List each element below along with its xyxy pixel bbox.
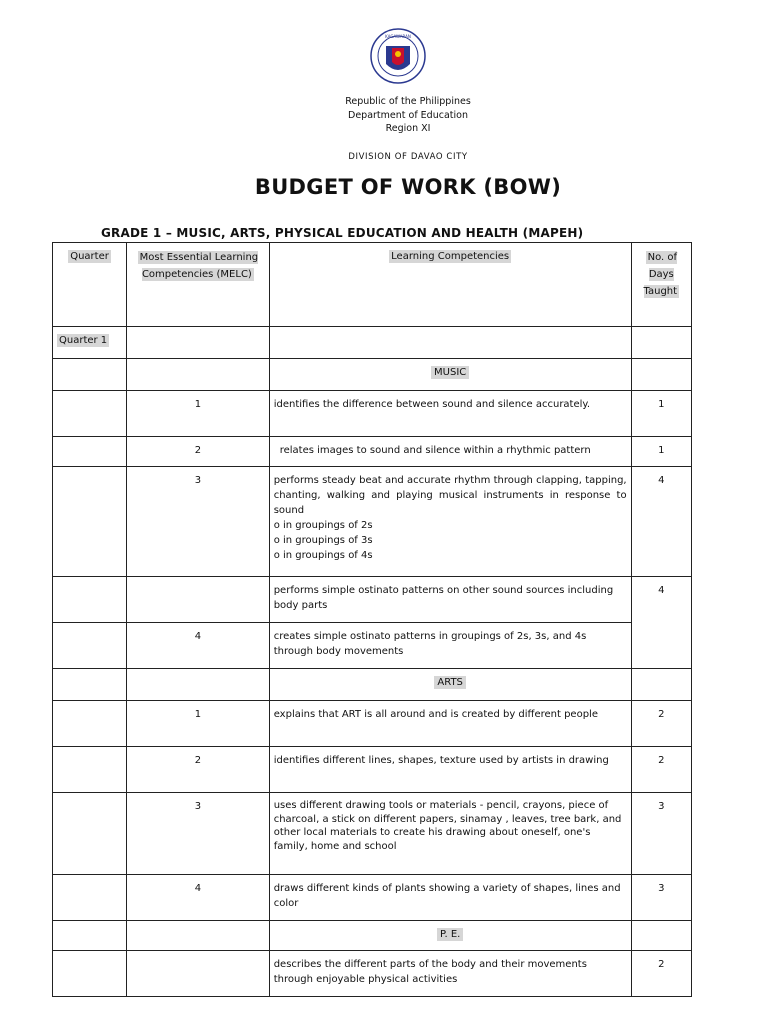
days-value: 2	[631, 951, 691, 997]
competency-text: identifies the difference between sound and silence accurately.	[269, 391, 631, 437]
section-label-pe: P. E.	[269, 921, 631, 951]
days-value: 1	[631, 437, 691, 467]
competency-text: identifies different lines, shapes, texture used by artists in drawing	[269, 747, 631, 793]
melc-number: 2	[127, 437, 270, 467]
melc-number	[127, 951, 270, 997]
competency-text: draws different kinds of plants showing a variety of shapes, lines and color	[269, 875, 631, 921]
list-item: o in groupings of 4s	[273, 550, 373, 561]
melc-number: 1	[127, 701, 270, 747]
table-row	[53, 391, 692, 437]
melc-number	[127, 577, 270, 623]
section-row-pe	[53, 921, 692, 951]
section-row-music	[53, 359, 692, 391]
days-value: 4	[631, 577, 691, 669]
list-item: o in groupings of 2s	[273, 520, 373, 531]
col-header-quarter: Quarter	[53, 243, 127, 327]
days-value: 3	[631, 793, 691, 875]
header-division: DIVISION OF DAVAO CITY	[348, 152, 468, 162]
table-row	[53, 747, 692, 793]
competency-text: describes the different parts of the body and their movements through enjoyable physical activities	[269, 951, 631, 997]
table-row	[53, 701, 692, 747]
table-row	[53, 951, 692, 997]
days-value: 2	[631, 747, 691, 793]
header-region: Region XI	[385, 123, 431, 134]
table-row	[53, 623, 692, 669]
list-item: o in groupings of 3s	[273, 535, 373, 546]
melc-number: 1	[127, 391, 270, 437]
budget-of-work-table	[52, 242, 692, 997]
col-header-days: No. of Days Taught	[631, 243, 691, 327]
competency-cell	[269, 467, 631, 577]
melc-number: 3	[127, 467, 270, 577]
melc-number: 2	[127, 747, 270, 793]
days-value: 4	[631, 467, 691, 577]
table-row	[53, 577, 692, 623]
competency-text: performs steady beat and accurate rhythm through clapping, tapping, chanting, walking and playing musical instruments in response to sound	[273, 475, 627, 516]
page-title: BUDGET OF WORK (BOW)	[254, 175, 562, 199]
days-value: 1	[631, 391, 691, 437]
deped-seal-icon	[370, 28, 426, 84]
svg-text:KAGAWARAN: KAGAWARAN	[385, 34, 411, 39]
quarter-row	[53, 327, 692, 359]
table-row	[53, 437, 692, 467]
competency-text: creates simple ostinato patterns in groupings of 2s, 3s, and 4s through body movements	[269, 623, 631, 669]
competency-text: relates images to sound and silence within a rhythmic pattern	[269, 437, 631, 467]
competency-text: uses different drawing tools or materials - pencil, crayons, piece of charcoal, a stick on different papers, sinamay , leaves, tree bark, and other local materials to create his drawing about oneself, one's family, home and school	[269, 793, 631, 875]
section-label-arts: ARTS	[269, 669, 631, 701]
col-header-lc: Learning Competencies	[269, 243, 631, 327]
header-country: Republic of the Philippines	[345, 96, 471, 107]
melc-number: 4	[127, 623, 270, 669]
section-label-music: MUSIC	[269, 359, 631, 391]
page-subtitle: GRADE 1 – MUSIC, ARTS, PHYSICAL EDUCATION AND HEALTH (MAPEH)	[101, 226, 584, 240]
table-row	[53, 467, 692, 577]
melc-number: 4	[127, 875, 270, 921]
days-value: 3	[631, 875, 691, 921]
competency-text: performs simple ostinato patterns on other sound sources including body parts	[269, 577, 631, 623]
competency-text: explains that ART is all around and is created by different people	[269, 701, 631, 747]
header-department: Department of Education	[348, 109, 468, 121]
table-header-row	[53, 243, 692, 327]
quarter-label: Quarter 1	[53, 327, 127, 359]
section-row-arts	[53, 669, 692, 701]
issuing-agency	[0, 95, 768, 136]
table-row	[53, 875, 692, 921]
table-row	[53, 793, 692, 875]
col-header-melc: Most Essential Learning Competencies (MELC)	[127, 243, 270, 327]
melc-number: 3	[127, 793, 270, 875]
days-value: 2	[631, 701, 691, 747]
